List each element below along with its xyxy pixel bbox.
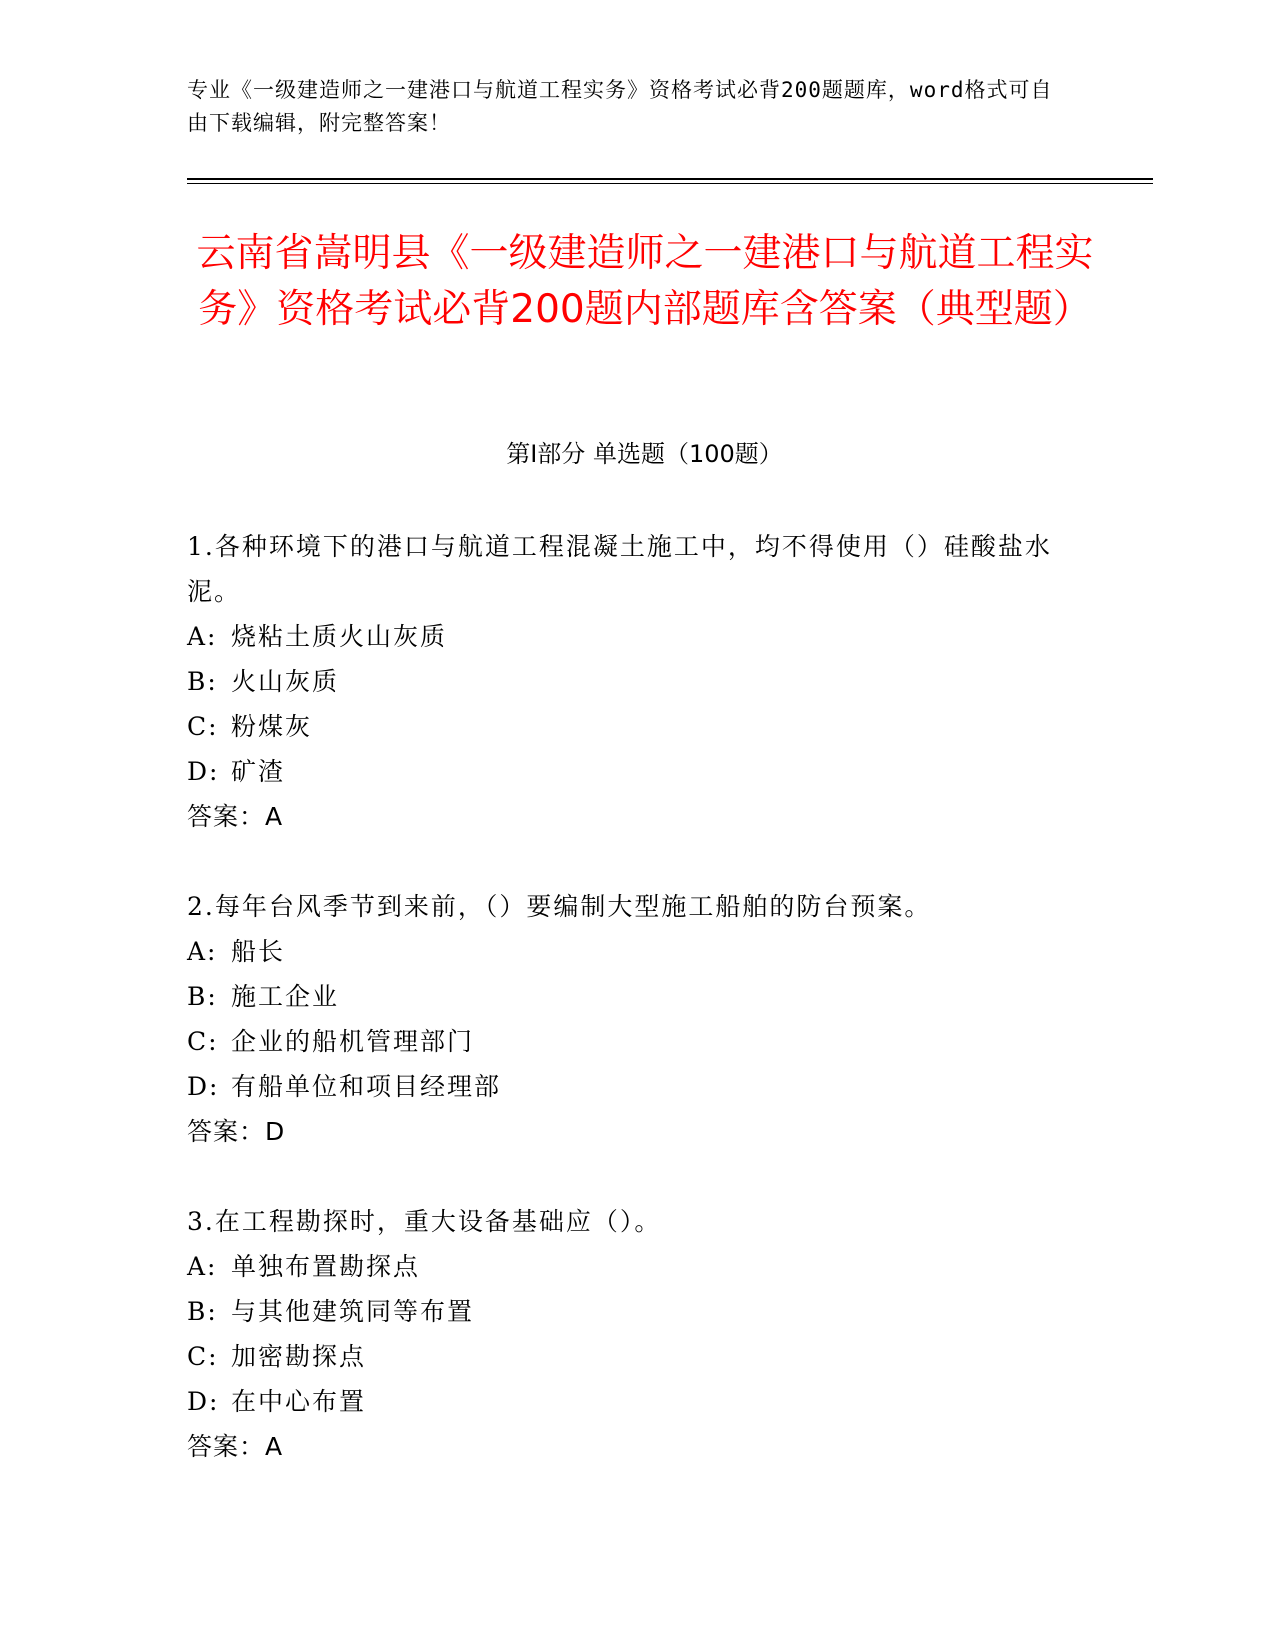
answer-line [187, 1424, 1067, 1469]
question-item [187, 1199, 1067, 1469]
option-b [187, 659, 1067, 704]
option-text: 与其他建筑同等布置 [231, 1297, 475, 1326]
option-text: 加密勘探点 [231, 1342, 367, 1371]
answer-label: 答案： [187, 1432, 266, 1461]
option-text: 有船单位和项目经理部 [231, 1072, 502, 1101]
header-divider-thick [187, 178, 1153, 180]
option-a [187, 929, 1067, 974]
header-note: 专业《一级建造师之一建港口与航道工程实务》资格考试必背200题题库，word格式可自由下载编辑，附完整答案！ [187, 78, 1053, 135]
answer-line [187, 794, 1067, 839]
header-divider-thin [187, 183, 1153, 184]
document-title: 云南省嵩明县《一级建造师之一建港口与航道工程实务》资格考试必背200题内部题库含答案（典型题） [196, 231, 1094, 332]
option-letter: A: [187, 937, 218, 966]
option-c [187, 1019, 1067, 1064]
option-letter: B: [187, 982, 218, 1011]
option-text: 施工企业 [231, 982, 340, 1011]
option-b [187, 1289, 1067, 1334]
option-text: 粉煤灰 [231, 712, 313, 741]
question-stem: 3.在工程勘探时，重大设备基础应（）。 [187, 1207, 662, 1236]
question-stem: 2.每年台风季节到来前，（）要编制大型施工船舶的防台预案。 [187, 892, 932, 921]
question-stem: 1.各种环境下的港口与航道工程混凝土施工中，均不得使用（）硅酸盐水泥。 [187, 532, 1052, 606]
option-letter: D: [187, 757, 220, 786]
answer-value: D [265, 1117, 286, 1146]
option-text: 火山灰质 [231, 667, 340, 696]
option-d [187, 749, 1067, 794]
option-a [187, 614, 1067, 659]
option-d [187, 1064, 1067, 1109]
question-list [187, 524, 1067, 1514]
answer-label: 答案： [187, 1117, 266, 1146]
option-letter: A: [187, 622, 218, 651]
option-letter: B: [187, 667, 218, 696]
option-letter: C: [187, 1027, 219, 1056]
option-text: 企业的船机管理部门 [231, 1027, 475, 1056]
option-letter: D: [187, 1072, 220, 1101]
option-c [187, 1334, 1067, 1379]
option-letter: B: [187, 1297, 218, 1326]
answer-label: 答案： [187, 802, 266, 831]
option-d [187, 1379, 1067, 1424]
option-letter: D: [187, 1387, 220, 1416]
option-text: 单独布置勘探点 [231, 1252, 421, 1281]
option-c [187, 704, 1067, 749]
answer-value: A [265, 802, 284, 831]
question-item [187, 524, 1067, 839]
option-letter: C: [187, 1342, 219, 1371]
option-b [187, 974, 1067, 1019]
section-title: 第Ⅰ部分 单选题（100题） [506, 440, 783, 468]
answer-line [187, 1109, 1067, 1154]
option-text: 船长 [231, 937, 286, 966]
option-letter: A: [187, 1252, 218, 1281]
option-a [187, 1244, 1067, 1289]
option-text: 在中心布置 [231, 1387, 367, 1416]
option-text: 烧粘土质火山灰质 [231, 622, 448, 651]
option-letter: C: [187, 712, 219, 741]
question-item [187, 884, 1067, 1154]
option-text: 矿渣 [231, 757, 286, 786]
answer-value: A [265, 1432, 284, 1461]
